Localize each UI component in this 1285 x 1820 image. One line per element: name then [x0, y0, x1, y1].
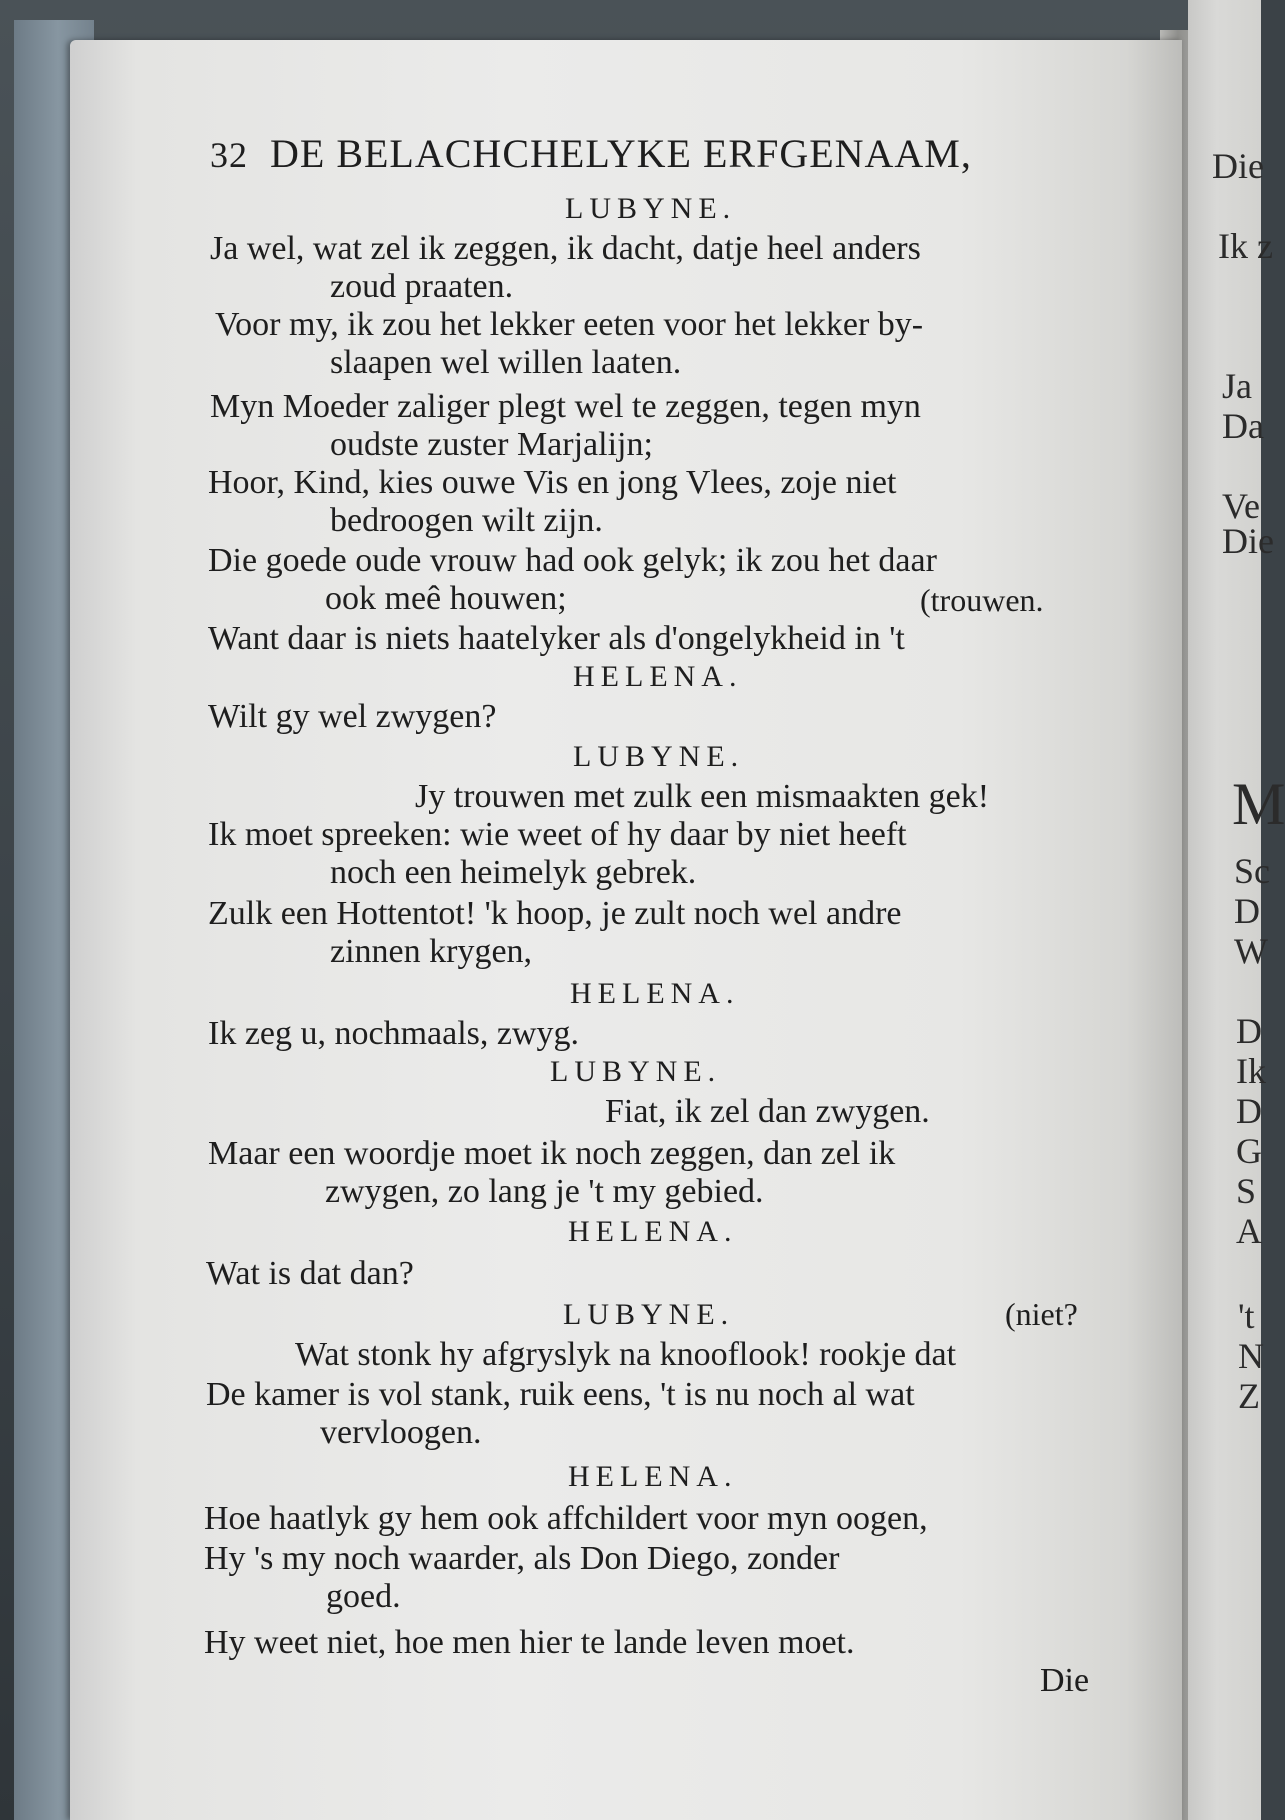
verse-line: Maar een woordje moet ik noch zeggen, dan zel ik: [208, 1135, 896, 1172]
verse-line: Hy 's my noch waarder, als Don Diego, zonder: [204, 1540, 840, 1577]
facing-fragment: Ik: [1236, 1051, 1266, 1091]
verse-line: Hoor, Kind, kies ouwe Vis en jong Vlees, zoje niet: [208, 464, 897, 501]
facing-fragment: D: [1236, 1091, 1262, 1131]
speaker-name: HELENA.: [573, 660, 743, 693]
facing-fragment: M: [1232, 771, 1285, 837]
verse-line: zinnen krygen,: [330, 933, 533, 970]
facing-fragment: Da: [1222, 406, 1264, 446]
verse-line: Voor my, ik zou het lekker eeten voor het lekker by-: [215, 306, 924, 343]
verse-line: goed.: [326, 1578, 401, 1615]
speaker-name: LUBYNE.: [565, 192, 737, 225]
speaker-name: HELENA.: [568, 1215, 738, 1248]
speaker-name: HELENA.: [570, 977, 740, 1010]
facing-fragment: S: [1236, 1171, 1257, 1211]
facing-fragment: W: [1234, 931, 1268, 971]
turnover-word: (niet?: [1005, 1296, 1078, 1332]
verse-line: Wat is dat dan?: [206, 1255, 414, 1292]
verse-line: Hoe haatlyk gy hem ook affchildert voor myn oogen,: [204, 1500, 928, 1537]
facing-fragment: Sc: [1234, 851, 1270, 891]
verse-line: noch een heimelyk gebrek.: [330, 854, 697, 891]
verse-line: Wat stonk hy afgryslyk na knooflook! rookje dat: [295, 1336, 957, 1373]
facing-fragment: D: [1236, 1011, 1262, 1051]
turnover-word: (trouwen.: [920, 582, 1044, 618]
verse-line: bedroogen wilt zijn.: [330, 502, 603, 539]
page-number: 32: [210, 135, 248, 175]
facing-fragment: A: [1236, 1211, 1262, 1251]
verse-line: slaapen wel willen laaten.: [330, 344, 682, 381]
verse-line: Ik zeg u, nochmaals, zwyg.: [208, 1015, 580, 1052]
speaker-name: LUBYNE.: [550, 1055, 722, 1088]
verse-line: Want daar is niets haatelyker als d'ongelykheid in 't: [208, 620, 905, 657]
facing-fragment: Ja: [1222, 366, 1252, 406]
speaker-name: LUBYNE.: [563, 1298, 735, 1331]
verse-line: Hy weet niet, hoe men hier te lande leven moet.: [204, 1624, 855, 1661]
verse-line: zoud praaten.: [330, 268, 514, 305]
facing-fragment: Ik z: [1218, 226, 1273, 266]
facing-fragment: Die: [1222, 521, 1274, 561]
verse-line: Zulk een Hottentot! 'k hoop, je zult noch wel andre: [208, 895, 902, 932]
facing-fragment: G: [1236, 1131, 1262, 1171]
facing-page: [1188, 0, 1285, 1820]
running-title: DE BELACHCHELYKE ERFGENAAM,: [270, 131, 972, 176]
verse-line: oudste zuster Marjalijn;: [330, 426, 653, 463]
verse-line: Jy trouwen met zulk een mismaakten gek!: [415, 778, 990, 815]
verse-line: ook meê houwen;: [325, 580, 567, 617]
verse-line: zwygen, zo lang je 't my gebied.: [325, 1173, 764, 1210]
catchword: Die: [1040, 1662, 1090, 1699]
facing-fragment: Z: [1238, 1376, 1260, 1416]
running-header: [210, 130, 1070, 177]
verse-line: Wilt gy wel zwygen?: [208, 698, 497, 735]
verse-line: De kamer is vol stank, ruik eens, 't is nu noch al wat: [206, 1376, 915, 1413]
verse-line: Myn Moeder zaliger plegt wel te zeggen, tegen myn: [210, 388, 921, 425]
facing-fragment: 't: [1238, 1296, 1255, 1336]
verse-line: Die goede oude vrouw had ook gelyk; ik zou het daar: [208, 542, 937, 579]
facing-fragment: Die: [1212, 146, 1264, 186]
facing-fragment: N: [1238, 1336, 1264, 1376]
facing-fragment: D: [1234, 891, 1260, 931]
speaker-name: LUBYNE.: [573, 740, 745, 773]
speaker-name: HELENA.: [568, 1460, 738, 1493]
facing-fragment: Ve: [1222, 486, 1260, 526]
verse-line: vervloogen.: [320, 1414, 482, 1451]
verse-line: Ja wel, wat zel ik zeggen, ik dacht, datje heel anders: [210, 230, 921, 267]
verse-line: Fiat, ik zel dan zwygen.: [605, 1093, 930, 1130]
verse-line: Ik moet spreeken: wie weet of hy daar by niet heeft: [208, 816, 907, 853]
